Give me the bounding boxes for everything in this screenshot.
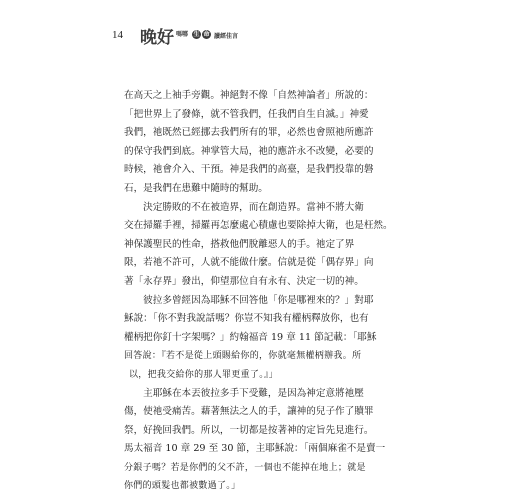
text-line: 權柄把你釘十字架嗎？」約翰福音 19 章 11 節記載：「耶穌: [124, 331, 377, 343]
text-line: 決定勝敗的不在被造界，而在創造界。當神不將大衛: [124, 201, 364, 213]
text-line: 在高天之上袖手旁觀。神絕對不像「自然神論者」所說的：: [124, 90, 374, 101]
text-line: 主耶穌在本丟彼拉多手下受難，是因為神定意將祂壓: [124, 387, 364, 399]
text-line: 時候，祂會介入、干預。神是我們的高臺，是我們投靠的磐: [124, 164, 374, 176]
scripture-quote-line: 以，把我交給你的那人罪更重了。』」: [129, 369, 279, 380]
text-line: 「把世界上了發條，就不管我們，任我們自生自滅。」神愛: [124, 108, 369, 120]
scripture-quote-line: 回答說：『若不是從上頭賜給你的，你就毫無權柄辦我。所: [124, 351, 362, 362]
text-line: 傷，使祂受痛苦。藉著無法之人的手，讓神的兒子作了贖罪: [124, 406, 374, 418]
text-line: 著「永存界」發出，仰望那位自有永有、決定一切的神。: [124, 275, 364, 287]
text-line: 限，若祂不許可，人就不能做什麼。信就是從「偶存界」向: [124, 257, 374, 269]
badge-char: 生: [193, 30, 200, 38]
book-title-suffix: 嗎哪: [176, 30, 189, 38]
badge-char: 命: [203, 30, 210, 38]
text-line: 的保守我們到底。神掌管大局，祂的應許永不改變，必要的: [124, 145, 374, 157]
text-line: 祭，好挽回我們。所以，一切都是按著神的定旨先見進行。: [124, 424, 374, 436]
circle-badge: [192, 30, 211, 39]
book-subtitle: 讀經佳言: [214, 32, 239, 40]
text-line: 馬太福音 10 章 29 至 30 節，主耶穌說：「兩個麻雀不是賣一: [124, 443, 386, 455]
scripture-quote-line: 分銀子嗎？若是你們的父不許，一個也不能掉在地上；就是: [124, 462, 366, 473]
scripture-quote-line: 你們的頭髮也都被數過了。」: [124, 481, 241, 492]
text-line: 我們，祂既然已經挪去我們所有的罪，必然也會照祂所應許: [124, 127, 374, 139]
page-number: 14: [112, 29, 123, 41]
text-line: 神保護聖民的性命，搭救他們脫離惡人的手。祂定了界: [124, 238, 355, 250]
book-title-logo: 晚好: [140, 27, 174, 48]
text-line: 石，是我們在患難中隨時的幫助。: [124, 182, 268, 194]
text-line: 交在掃羅手裡，掃羅再怎麼處心積慮也要除掉大衛，也是枉然。: [124, 220, 393, 232]
text-line: 彼拉多曾經因為耶穌不回答他「你是哪裡來的？」對耶: [124, 294, 374, 306]
running-header: [112, 24, 238, 46]
text-line: 穌說：「你不對我說話嗎？你豈不知我有權柄釋放你，也有: [124, 313, 369, 325]
page-body: [124, 87, 414, 496]
